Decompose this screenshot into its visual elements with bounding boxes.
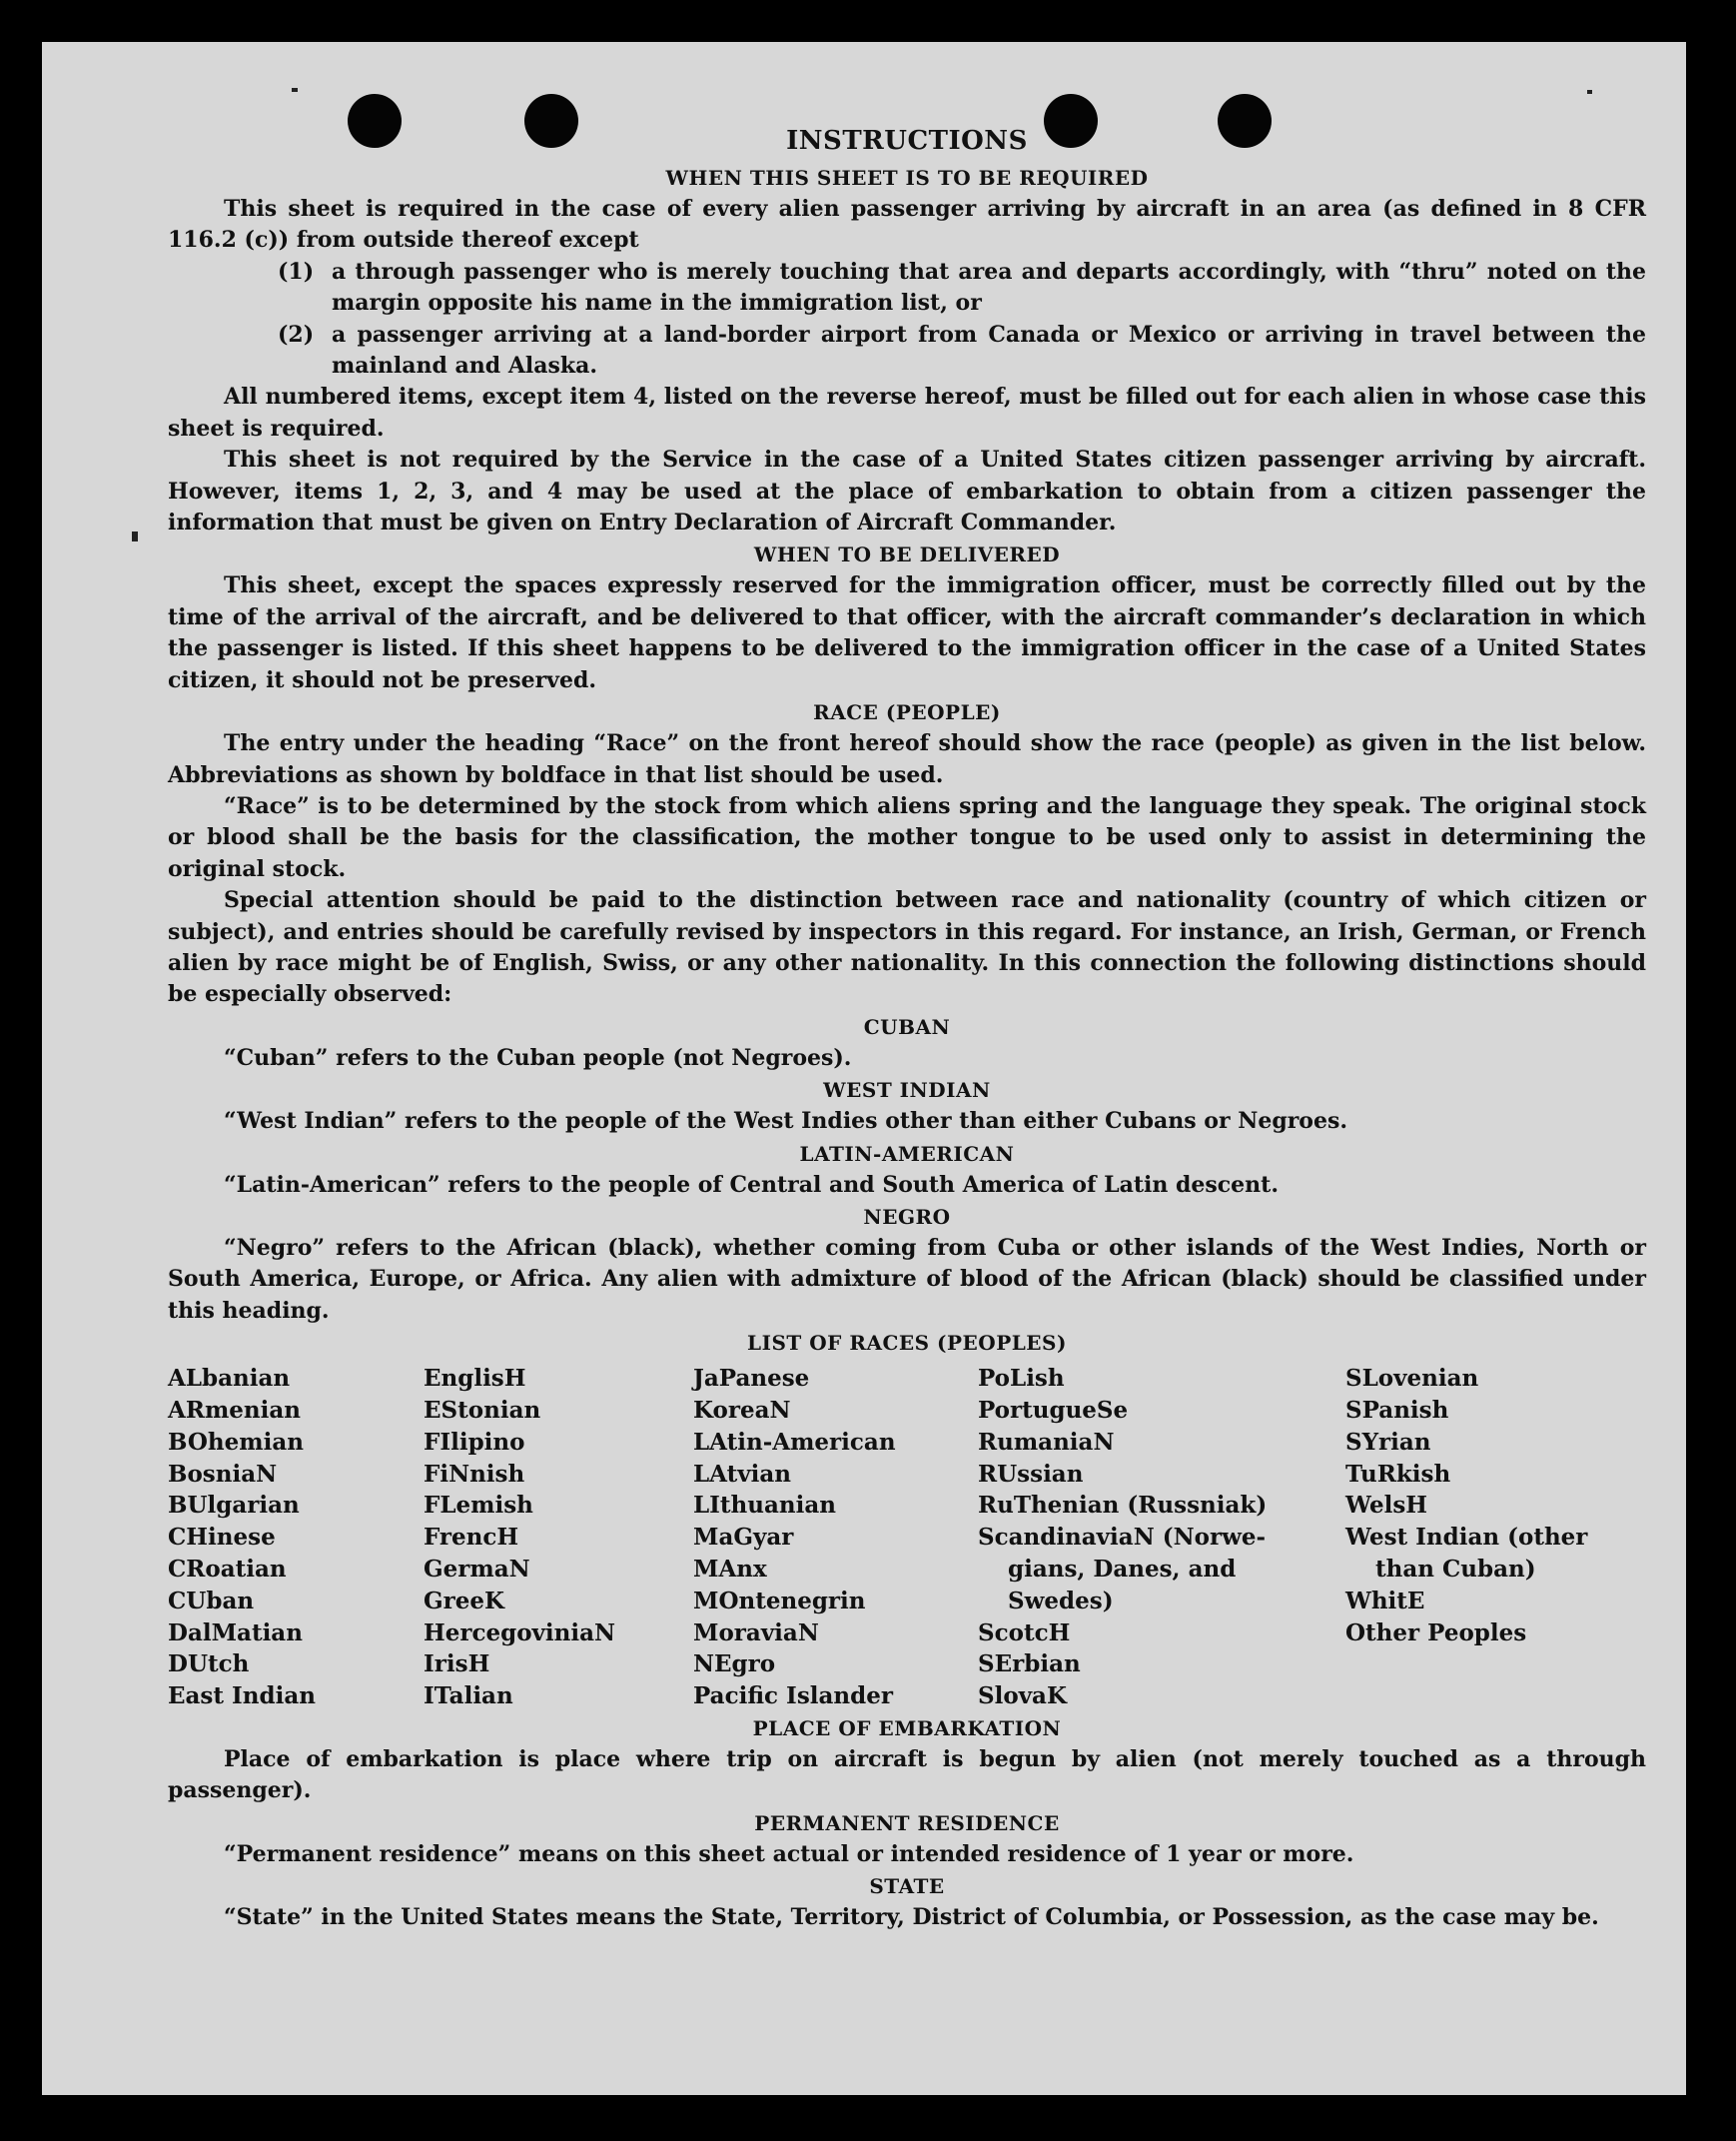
item-text: a through passenger who is merely touching that area and departs accordingly, with “thru” noted on the margin opposite his name in the immigration list, or: [332, 258, 1646, 317]
race-entry: ITalian: [424, 1682, 513, 1710]
section-heading: WHEN TO BE DELIVERED: [753, 542, 1061, 567]
instructions-content: [168, 120, 1646, 1934]
speck: [1587, 90, 1592, 94]
race-column: [1345, 1363, 1645, 1712]
race-entry: Other Peoples: [1345, 1618, 1527, 1646]
race-entry: MaGyar: [693, 1524, 794, 1552]
race-entry: SYrian: [1345, 1428, 1431, 1456]
race-entry: KoreaN: [693, 1396, 791, 1424]
race-entry: NEgro: [693, 1650, 776, 1678]
race-entry: ARmenian: [168, 1396, 302, 1424]
race-entry: PortugueSe: [978, 1396, 1129, 1424]
paragraph: All numbered items, except item 4, listed on the reverse hereof, must be filled out for each alien in whose case this sheet is required.: [168, 384, 1646, 442]
race-entry: ScandinaviaN (Norwe-: [978, 1524, 1267, 1552]
race-entry: RumaniaN: [978, 1428, 1115, 1456]
section-heading: NEGRO: [863, 1204, 951, 1229]
race-entry: PoLish: [978, 1365, 1065, 1393]
section-heading: LATIN-AMERICAN: [799, 1141, 1015, 1166]
race-entry: MOntenegrin: [693, 1587, 866, 1614]
race-entry: LIthuanian: [693, 1492, 836, 1520]
race-entry: IrisH: [424, 1650, 490, 1678]
race-entry: MoraviaN: [693, 1618, 819, 1646]
paragraph: “Latin-American” refers to the people of Central and South America of Latin descent.: [224, 1171, 1279, 1198]
paragraph: “Negro” refers to the African (black), whether coming from Cuba or other islands of the West Indies, North or South America, Europe, or Africa. Any alien with admixture of blood of the African (black) should be classified under this heading.: [168, 1234, 1646, 1324]
race-entry: HercegoviniaN: [424, 1618, 616, 1646]
paragraph: “Race” is to be determined by the stock from which aliens spring and the language they speak. The original stock or blood shall be the basis for the classification, the mother tongue to be used only to assist in determining the original stock.: [168, 792, 1646, 882]
race-entry: than Cuban): [1375, 1555, 1536, 1583]
race-entry: RuThenian (Russniak): [978, 1492, 1268, 1520]
list-item: [278, 257, 1646, 320]
paragraph: “State” in the United States means the State, Territory, District of Columbia, or Possession, as the case may be.: [224, 1904, 1599, 1931]
race-entry: LAtvian: [693, 1460, 791, 1488]
race-entry: SLovenian: [1345, 1365, 1479, 1393]
race-entry: GreeK: [424, 1587, 505, 1614]
race-entry: WelsH: [1345, 1492, 1428, 1520]
speck: [292, 88, 298, 92]
race-entry: WhitE: [1345, 1587, 1425, 1614]
paragraph: This sheet is required in the case of every alien passenger arriving by aircraft in an area (as defined in 8 CFR 116.2 (c)) from outside thereof except: [168, 196, 1646, 254]
race-entry: Pacific Islander: [693, 1682, 893, 1710]
race-entry: EStonian: [424, 1396, 541, 1424]
paragraph: This sheet is not required by the Service in the case of a United States citizen passenger arriving by aircraft. However, items 1, 2, 3, and 4 may be used at the place of embarkation to obtain from a citizen passenger the information that must be given on Entry Declaration of Aircraft Commander.: [168, 447, 1646, 536]
section-heading: RACE (PEOPLE): [813, 700, 1001, 725]
section-heading: WHEN THIS SHEET IS TO BE REQUIRED: [665, 166, 1149, 190]
paragraph: “Permanent residence” means on this sheet actual or intended residence of 1 year or more.: [224, 1840, 1354, 1867]
race-entry: East Indian: [168, 1682, 316, 1710]
section-heading: STATE: [869, 1874, 945, 1899]
paragraph: Place of embarkation is place where trip on aircraft is begun by alien (not merely touched as a through passenger).: [168, 1745, 1646, 1804]
page-title: INSTRUCTIONS: [786, 126, 1028, 156]
race-entry: BUlgarian: [168, 1492, 300, 1520]
race-entry: SPanish: [1345, 1396, 1449, 1424]
race-entry: RUssian: [978, 1460, 1084, 1488]
item-text: a passenger arriving at a land-border airport from Canada or Mexico or arriving in travel between the mainland and Alaska.: [332, 321, 1646, 380]
section-heading: CUBAN: [863, 1014, 951, 1039]
section-heading: LIST OF RACES (PEOPLES): [747, 1331, 1067, 1356]
race-entry: FrencH: [424, 1524, 519, 1552]
race-list: [168, 1363, 1646, 1712]
race-entry: BOhemian: [168, 1428, 304, 1456]
race-entry: CRoatian: [168, 1555, 287, 1583]
race-entry: EnglisH: [424, 1365, 526, 1393]
race-entry: SErbian: [978, 1650, 1081, 1678]
race-entry: CHinese: [168, 1524, 276, 1552]
race-entry: FiNnish: [424, 1460, 525, 1488]
race-column: [424, 1363, 693, 1712]
race-entry: DUtch: [168, 1650, 250, 1678]
race-entry: FIlipino: [424, 1428, 525, 1456]
race-column: [693, 1363, 978, 1712]
race-entry: Swedes): [1008, 1587, 1114, 1614]
speck: [132, 532, 138, 541]
race-entry: ScotcH: [978, 1618, 1071, 1646]
paragraph: This sheet, except the spaces expressly reserved for the immigration officer, must be correctly filled out by the time of the arrival of the aircraft, and be delivered to that officer, with the aircraft commander’s declaration in which the passenger is listed. If this sheet happens to be delivered to the immigration officer in the case of a United States citizen, it should not be preserved.: [168, 572, 1646, 693]
document-sheet: [42, 42, 1686, 2095]
race-entry: CUban: [168, 1587, 255, 1614]
paragraph: “West Indian” refers to the people of the West Indies other than either Cubans or Negroes.: [224, 1108, 1348, 1135]
paragraph: Special attention should be paid to the distinction between race and nationality (country of which citizen or subject), and entries should be carefully revised by inspectors in this regard. For instance, an Irish, German, or French alien by race might be of English, Swiss, or any other nationality. In this connection the following distinctions should be especially observed:: [168, 887, 1646, 1008]
race-column: [168, 1363, 424, 1712]
race-entry: SlovaK: [978, 1682, 1067, 1710]
race-entry: gians, Danes, and: [1008, 1555, 1237, 1583]
race-entry: GermaN: [424, 1555, 530, 1583]
race-entry: LAtin-American: [693, 1428, 896, 1456]
race-entry: MAnx: [693, 1555, 767, 1583]
section-heading: PLACE OF EMBARKATION: [752, 1715, 1062, 1740]
item-number: (1): [278, 258, 315, 285]
list-item: [278, 320, 1646, 383]
section-heading: PERMANENT RESIDENCE: [754, 1810, 1060, 1835]
race-column: [978, 1363, 1345, 1712]
item-number: (2): [278, 321, 315, 348]
race-entry: JaPanese: [693, 1365, 810, 1393]
paragraph: “Cuban” refers to the Cuban people (not Negroes).: [224, 1044, 852, 1071]
race-entry: TuRkish: [1345, 1460, 1451, 1488]
race-entry: FLemish: [424, 1492, 533, 1520]
race-entry: BosniaN: [168, 1460, 278, 1488]
race-entry: ALbanian: [168, 1365, 291, 1393]
race-entry: West Indian (other: [1345, 1524, 1588, 1552]
section-heading: WEST INDIAN: [823, 1078, 991, 1103]
paragraph: The entry under the heading “Race” on the front hereof should show the race (people) as given in the list below. Abbreviations as shown by boldface in that list should be used.: [168, 730, 1646, 788]
race-entry: DalMatian: [168, 1618, 303, 1646]
